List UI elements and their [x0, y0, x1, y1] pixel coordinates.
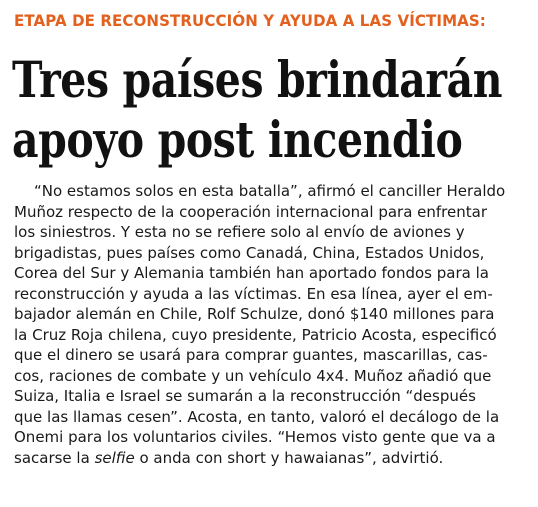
body-line: los siniestros. Y esta no se refiere solo al envío de aviones y	[14, 223, 465, 241]
italic-word-selfie: selfie	[94, 448, 135, 467]
body-line: que el dinero se usará para comprar guantes, mascarillas, cas-	[14, 346, 488, 364]
article-headline	[12, 50, 502, 170]
body-line: “No estamos solos en esta batalla”, afirmó el canciller Heraldo	[34, 182, 506, 200]
body-text-before-italic: sacarse la	[14, 448, 95, 467]
body-line: bajador alemán en Chile, Rolf Schulze, donó $140 millones para	[14, 305, 495, 323]
body-line: cos, raciones de combate y un vehículo 4x4. Muñoz añadió que	[14, 366, 492, 385]
headline-line-2: apoyo post incendio	[12, 110, 463, 169]
body-text-after-italic: o anda con short y hawaianas”, advirtió.	[134, 448, 444, 467]
body-line: Muñoz respecto de la cooperación internacional para enfrentar	[14, 202, 487, 221]
body-line-last	[14, 448, 443, 469]
body-line: reconstrucción y ayuda a las víctimas. En esa línea, ayer el em-	[14, 284, 493, 303]
body-line: la Cruz Roja chilena, cuyo presidente, Patricio Acosta, especificó	[14, 325, 497, 344]
headline-line-1: Tres países brindarán	[12, 50, 503, 109]
body-line: que las llamas cesen”. Acosta, en tanto, valoró el decálogo de la	[14, 407, 500, 426]
body-line: brigadistas, pues países como Canadá, China, Estados Unidos,	[14, 243, 485, 262]
body-line: Corea del Sur y Alemania también han aportado fondos para la	[14, 264, 489, 282]
body-line: Suiza, Italia e Israel se sumarán a la reconstrucción “después	[14, 387, 476, 405]
article-kicker: ETAPA DE RECONSTRUCCIÓN Y AYUDA A LAS VÍCTIMAS:	[14, 11, 486, 30]
body-line: Onemi para los voluntarios civiles. “Hemos visto gente que va a	[14, 428, 496, 446]
article-body	[14, 181, 526, 468]
